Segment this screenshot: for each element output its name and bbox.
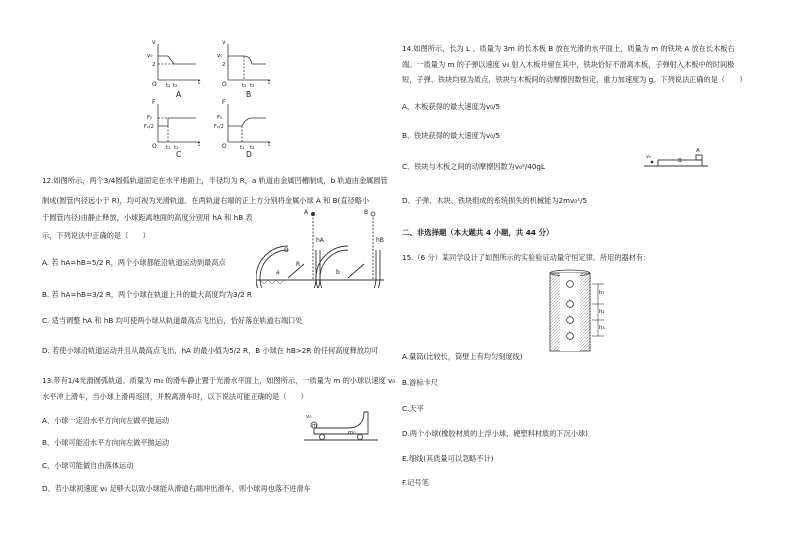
q12-fig-lab-R: R bbox=[296, 261, 301, 268]
graph-a-t2: t₂ bbox=[173, 83, 178, 89]
q15-fig-lab-h1: h₁ bbox=[599, 290, 605, 296]
graph-b-axis-v: v bbox=[222, 39, 226, 46]
graph-d-tick-Fhalf: F₀/2 bbox=[214, 124, 224, 130]
graph-d-axis-t: t bbox=[268, 141, 271, 148]
q14-line3: 短，子弹、铁块均视为质点，铁块与木板间的动摩擦因数恒定，重力加速度为 g。下列说法正确的是（ ） bbox=[402, 75, 747, 84]
q12-line1: 12.如图所示，两个3/4圆弧轨道固定在水平地面上，半径均为 R，a 轨道由金属凹槽制成，b 轨道由金属圆管 bbox=[42, 176, 388, 185]
graph-b-axis-t: t bbox=[268, 79, 271, 86]
q13-fig-lab-m: m bbox=[312, 423, 317, 429]
q14-option-d: D、子弹、木块、铁块组成的系统损失的机械能为2mv₀²/5 bbox=[402, 196, 588, 205]
graph-b-tick-half: 2 bbox=[222, 62, 226, 68]
graph-c-tick-F0: F₀ bbox=[147, 115, 153, 121]
q13-line1: 13.带有1/4光滑圆弧轨道、质量为 m₀ 的滑车静止置于光滑水平面上，如图所示，一质量为 m 的小球以速度 v₀ bbox=[42, 376, 396, 385]
q13-fig-lab-m0: m₀ bbox=[348, 430, 356, 436]
q14-option-c: C、铁块与木板之间的动摩擦因数为v₀²/40gL bbox=[402, 162, 545, 171]
q15-line1: 15.（6 分）某同学设计了如图所示的实验验证动量守恒定律。所用的器材有： bbox=[402, 253, 651, 262]
q15-item-b: B.游标卡尺 bbox=[402, 378, 438, 387]
graph-c-axis-F: F bbox=[152, 99, 156, 106]
q12-fig-lab-hA: hA bbox=[316, 237, 324, 244]
q13-figure bbox=[304, 406, 378, 446]
graph-b-t1: t₁ bbox=[242, 83, 247, 89]
q12-option-a: A. 若 hA=hB=5/2 R，两个小球都能沿轨道运动到最高点 bbox=[42, 258, 226, 267]
q12-line2: 制成(圆管内径远小于 R)，均可视为光滑轨道。在两轨道右端的正上方分别将金属小球 A 和 B(直径略小 bbox=[42, 196, 370, 205]
q15-item-f: F.记号笔 bbox=[402, 478, 429, 487]
q15-item-d: D.两个小球(橡胶材质的上浮小球，硬塑料材质的下沉小球) bbox=[402, 429, 588, 438]
graph-d-tick-F0: F₀ bbox=[217, 115, 223, 121]
q13-line2: 水平冲上滑车，当小球上滑再返回，并脱离滑车时，以下说法可能正确的是（ ） bbox=[42, 392, 308, 401]
q14-line2: 端。一质量为 m 的子弹以速度 v₀ 射入木板并留在其中，铁块恰好不滑离木板，子弹射入木板中的时间极 bbox=[402, 60, 735, 69]
q15-fig-lab-h3: h₃ bbox=[599, 325, 605, 331]
graph-d-label: D bbox=[246, 150, 252, 159]
graph-a-origin: O bbox=[152, 81, 157, 88]
graph-c-tick-Fhalf: F₀/2 bbox=[144, 124, 154, 130]
graph-d-axis-F: F bbox=[222, 99, 226, 106]
q12-option-b: B. 若 hA=hB=3/2 R，两个小球在轨道上升的最大高度均为3/2 R bbox=[42, 290, 252, 299]
graph-a-t1: t₁ bbox=[166, 83, 171, 89]
graph-c-label: C bbox=[176, 150, 182, 159]
q12-option-c: C. 适当调整 hA 和 hB 均可使两小球从轨道最高点飞出后，恰好落在轨道右端口处 bbox=[42, 316, 303, 325]
q15-item-c: C.天平 bbox=[402, 404, 424, 413]
q12-fig-lab-O: O bbox=[284, 247, 289, 254]
q12-fig-lab-B: B bbox=[364, 209, 369, 216]
q15-item-e: E.细线(其质量可以忽略不计) bbox=[402, 454, 494, 463]
q14-fig-lab-v0: v₀ bbox=[646, 154, 651, 160]
graph-c-axis-t: t bbox=[198, 141, 201, 148]
graph-b-tick-v0: v₀ bbox=[217, 53, 223, 59]
graph-a-label: A bbox=[176, 90, 182, 99]
q13-option-d: D、若小球初速度 v₀ 足够大以致小球能从滑道右端冲出滑车，则小球再也落不进滑车 bbox=[42, 484, 311, 493]
q13-fig-lab-v0: v₀ bbox=[306, 414, 312, 420]
q13-option-a: A、小球一定沿水平方向向左做平抛运动 bbox=[42, 416, 170, 425]
graph-c-t2: t₂ bbox=[174, 145, 179, 151]
section-title: 二、非选择题（本大题共 4 小题，共 44 分） bbox=[402, 228, 554, 237]
graph-b-label: B bbox=[246, 90, 252, 99]
q14-option-a: A、木板获得的最大速度为v₀/5 bbox=[402, 102, 501, 111]
graph-set bbox=[140, 38, 280, 160]
q13-option-b: B、小球可能沿水平方向向左做平抛运动 bbox=[42, 438, 170, 447]
q12-fig-lab-A: A bbox=[304, 209, 309, 216]
q12-option-d: D. 若使小球沿轨道运动并且从最高点飞出，hA 的最小值为5/2 R，B 小球在 hB>2R 的任何高度释放均可 bbox=[42, 346, 379, 355]
graph-a-tick-half: 2 bbox=[152, 62, 156, 68]
q13-option-c: C、小球可能做自由落体运动 bbox=[42, 461, 134, 470]
graph-d-t1: t₁ bbox=[240, 145, 245, 151]
graph-d-t2: t₂ bbox=[250, 145, 255, 151]
q14-fig-lab-B: B bbox=[678, 158, 682, 164]
q15-figure bbox=[546, 268, 612, 354]
q12-fig-lab-hB: hB bbox=[376, 237, 384, 244]
graph-b-origin: O bbox=[222, 81, 227, 88]
graph-c-t1: t₁ bbox=[166, 145, 171, 151]
graph-a-axis-v: v bbox=[152, 39, 156, 46]
q12-line4: 示，下列说法中正确的是（ ） bbox=[42, 231, 150, 240]
q12-figure bbox=[256, 206, 384, 288]
graph-c-origin: O bbox=[152, 143, 157, 150]
q12-line3: 于圆管内径)由静止释放，小球距离地面的高度分别用 hA 和 hB 表 bbox=[42, 213, 253, 222]
graph-a-tick-v0: v₀ bbox=[147, 53, 153, 59]
graph-b-t2: t₂ bbox=[250, 83, 255, 89]
graph-set-svg bbox=[140, 38, 280, 160]
q12-fig-lab-b: b bbox=[336, 269, 340, 276]
q12-fig-lab-a: a bbox=[276, 269, 280, 276]
q14-fig-lab-A: A bbox=[696, 148, 700, 154]
q14-option-b: B、铁块获得的最大速度为v₀/5 bbox=[402, 131, 501, 140]
graph-d-origin: O bbox=[222, 143, 227, 150]
q15-fig-lab-h2: h₂ bbox=[599, 309, 605, 315]
q15-item-a: A.量筒(比较长，筒壁上有均匀刻度线) bbox=[402, 352, 523, 361]
graph-a-axis-t: t bbox=[198, 79, 201, 86]
q14-figure bbox=[644, 148, 708, 170]
q14-line1: 14.如图所示，长为 L 、质量为 3m 的长木板 B 放在光滑的水平面上，质量为 m 的铁块 A 放在长木板右 bbox=[402, 44, 735, 53]
